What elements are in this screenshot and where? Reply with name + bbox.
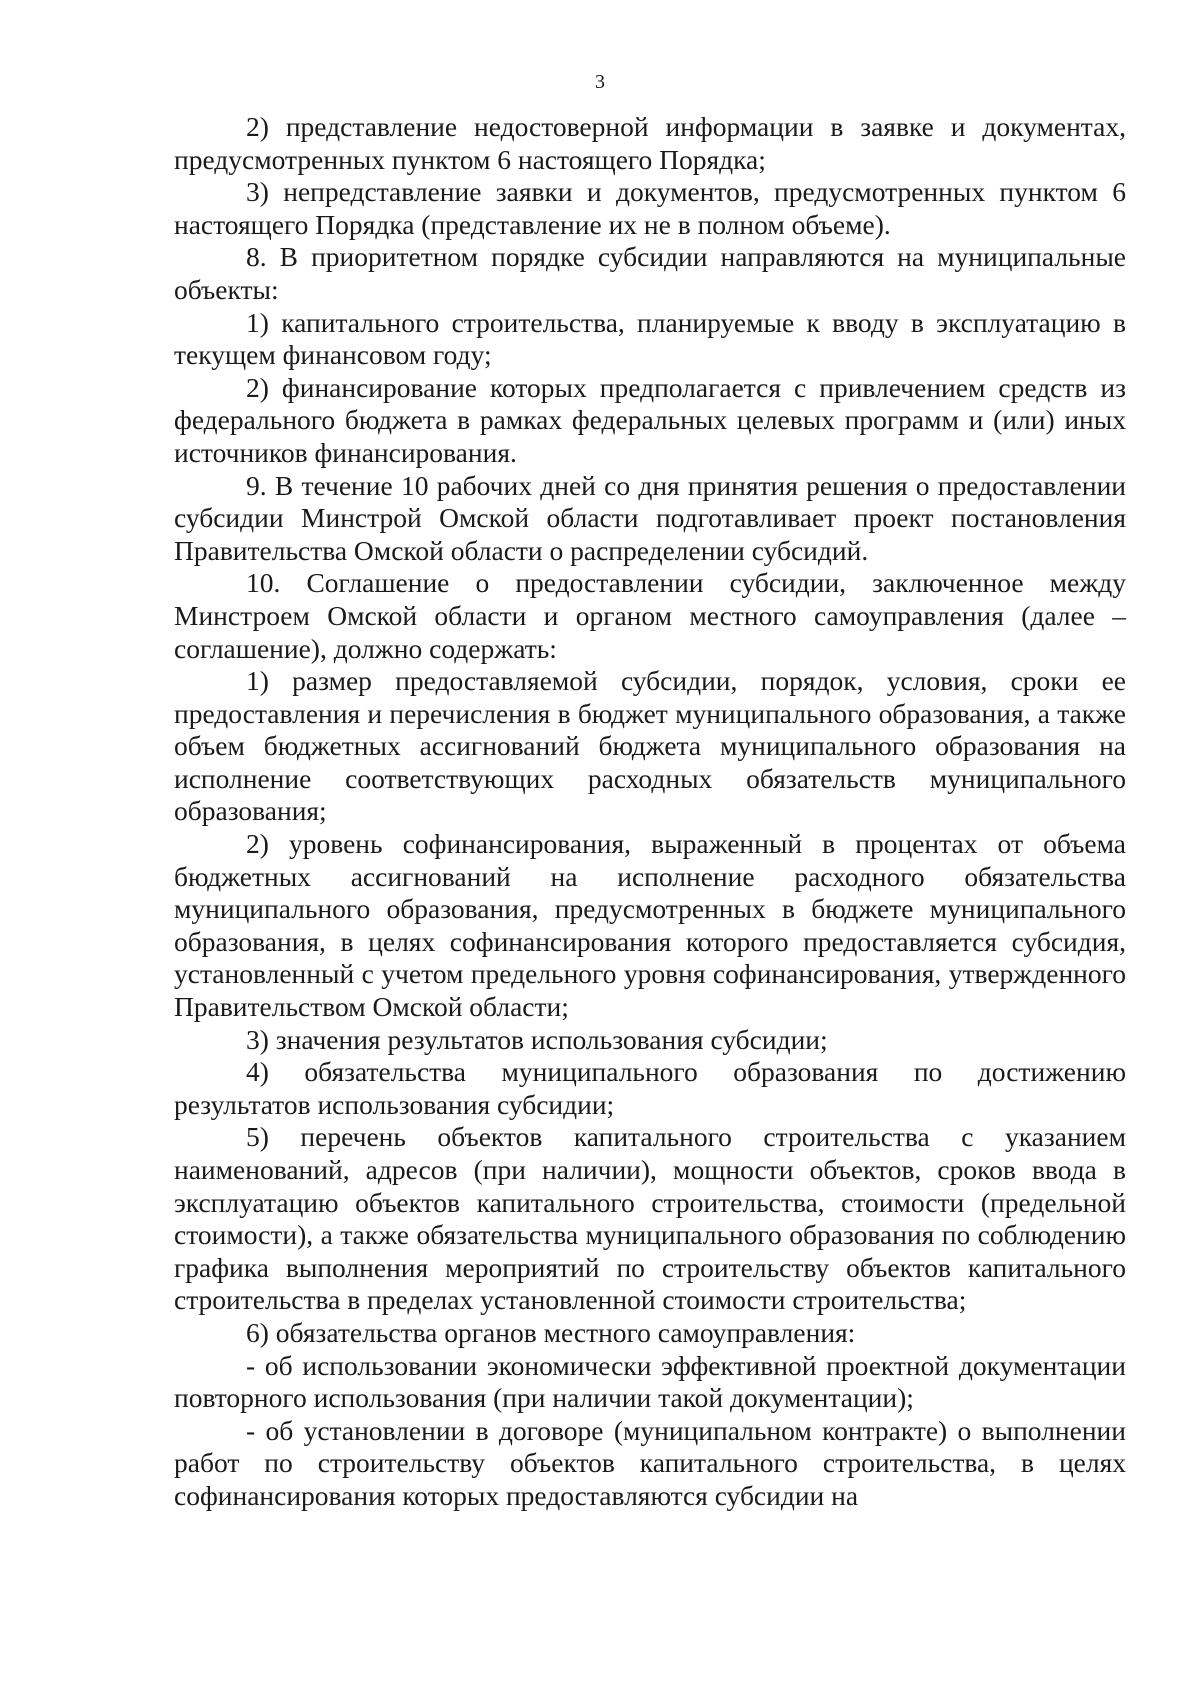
paragraph-clause-10: 10. Соглашение о предоставлении субсидии, заключенное между Минстроем Омской области и органом местного самоуправления (далее – соглашение), должно содержать: (174, 567, 1126, 664)
paragraph-dash-item-design-docs: - об использовании экономически эффективной проектной документации повторного использования (при наличии такой документации); (174, 1349, 1126, 1414)
paragraph-dash-item-contract: - об установлении в договоре (муниципальном контракте) о выполнении работ по строительству объектов капитального строительства, в целях софинансирования которых предоставляются субсидии на (174, 1414, 1126, 1511)
paragraph-item-3-no-application: 3) непредставление заявки и документов, предусмотренных пунктом 6 настоящего Порядка (представление их не в полном объеме). (174, 176, 1126, 240)
paragraph-clause-10-item-2: 2) уровень софинансирования, выраженный в процентах от объема бюджетных ассигнований на исполнение расходного обязательства муниципального образования, предусмотренных в бюджете муниципального образования, в целях софинансирования которого предоставляется субсидия, установленный с учетом предельного уровня софинансирования, утвержденного Правительством Омской области; (174, 828, 1126, 1023)
paragraph-clause-9: 9. В течение 10 рабочих дней со дня принятия решения о предоставлении субсидии Минстрой Омской области подготавливает проект постановления Правительства Омской области о распределении субсидий. (174, 469, 1126, 566)
paragraph-clause-8-item-1: 1) капитального строительства, планируемые к вводу в эксплуатацию в текущем финансовом году; (174, 306, 1126, 371)
paragraph-item-2-false-info: 2) представление недостоверной информации в заявке и документах, предусмотренных пунктом 6 настоящего Порядка; (174, 111, 1126, 175)
paragraph-clause-10-item-5: 5) перечень объектов капитального строительства с указанием наименований, адресов (при наличии), мощности объектов, сроков ввода в эксплуатацию объектов капитального строительства, стоимости (предельной стоимости), а также обязательства муниципального образования по соблюдению графика выполнения мероприятий по строительству объектов капитального строительства в пределах установленной стоимости строительства; (174, 1121, 1126, 1316)
paragraph-clause-10-item-3: 3) значения результатов использования субсидии; (246, 1023, 828, 1055)
paragraph-clause-10-item-6: 6) обязательства органов местного самоуправления: (246, 1316, 856, 1348)
paragraph-clause-10-item-1: 1) размер предоставляемой субсидии, порядок, условия, сроки ее предоставления и перечисления в бюджет муниципального образования, а также объем бюджетных ассигнований бюджета муниципального образования на исполнение соответствующих расходных обязательств муниципального образования; (174, 665, 1126, 827)
document-body (174, 111, 1126, 1513)
page-number: 3 (595, 71, 605, 93)
paragraph-clause-10-item-4: 4) обязательства муниципального образования по достижению результатов использования субсидии; (174, 1056, 1126, 1120)
paragraph-clause-8-item-2: 2) финансирование которых предполагается с привлечением средств из федерального бюджета в рамках федеральных целевых программ и (или) иных источников финансирования. (174, 371, 1126, 468)
paragraph-clause-8: 8. В приоритетном порядке субсидии направляются на муниципальные объекты: (174, 241, 1126, 305)
